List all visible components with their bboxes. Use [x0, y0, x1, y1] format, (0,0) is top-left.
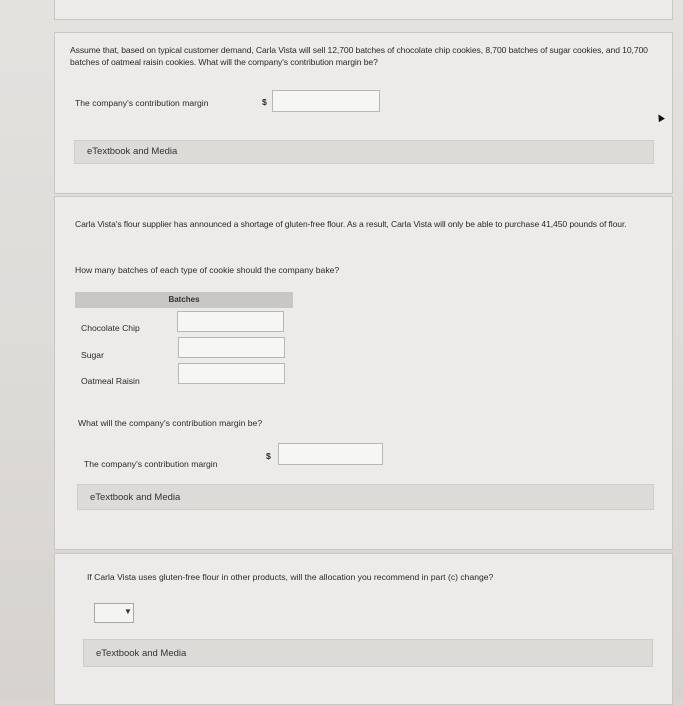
sugar-batches-input[interactable] [178, 337, 285, 358]
chocolate-chip-batches-input[interactable] [177, 311, 284, 332]
oatmeal-raisin-batches-input[interactable] [178, 363, 285, 384]
row-label-chocolate-chip: Chocolate Chip [81, 323, 140, 333]
part-c-margin-label: The company's contribution margin [84, 459, 218, 469]
part-c-question: How many batches of each type of cookie should the company bake? [75, 265, 340, 275]
part-b-margin-label: The company's contribution margin [75, 98, 209, 108]
part-c-etextbook-link[interactable]: eTextbook and Media [77, 484, 654, 510]
part-b-etextbook-link[interactable]: eTextbook and Media [74, 140, 654, 164]
part-b-currency: $ [262, 97, 267, 107]
batches-column-header: Batches [75, 292, 293, 308]
part-c-intro: Carla Vista's flour supplier has announced a shortage of gluten-free flour. As a result, Carla Vista will only be able to purchase 41,450 pounds of flour. [75, 219, 627, 229]
chevron-down-icon: ▼ [124, 607, 132, 616]
mouse-pointer-icon: ▲ [651, 107, 669, 127]
previous-question-panel [54, 0, 673, 20]
part-d-etextbook-link[interactable]: eTextbook and Media [83, 639, 653, 667]
part-c-currency: $ [266, 451, 271, 461]
part-d-question: If Carla Vista uses gluten-free flour in other products, will the allocation you recommend in part (c) change? [87, 572, 494, 582]
part-b-question: Assume that, based on typical customer demand, Carla Vista will sell 12,700 batches of chocolate chip cookies, 8,700 batches of sugar cookies, and 10,700 batches of oatmeal raisin cookies. What will the company's contribution margin be? [70, 45, 648, 67]
part-c-margin-input[interactable] [278, 443, 383, 465]
row-label-oatmeal-raisin: Oatmeal Raisin [81, 376, 140, 386]
part-b-margin-input[interactable] [272, 90, 380, 112]
row-label-sugar: Sugar [81, 350, 104, 360]
part-c-question-2: What will the company's contribution margin be? [78, 418, 263, 428]
part-d-answer-select[interactable] [94, 603, 134, 623]
